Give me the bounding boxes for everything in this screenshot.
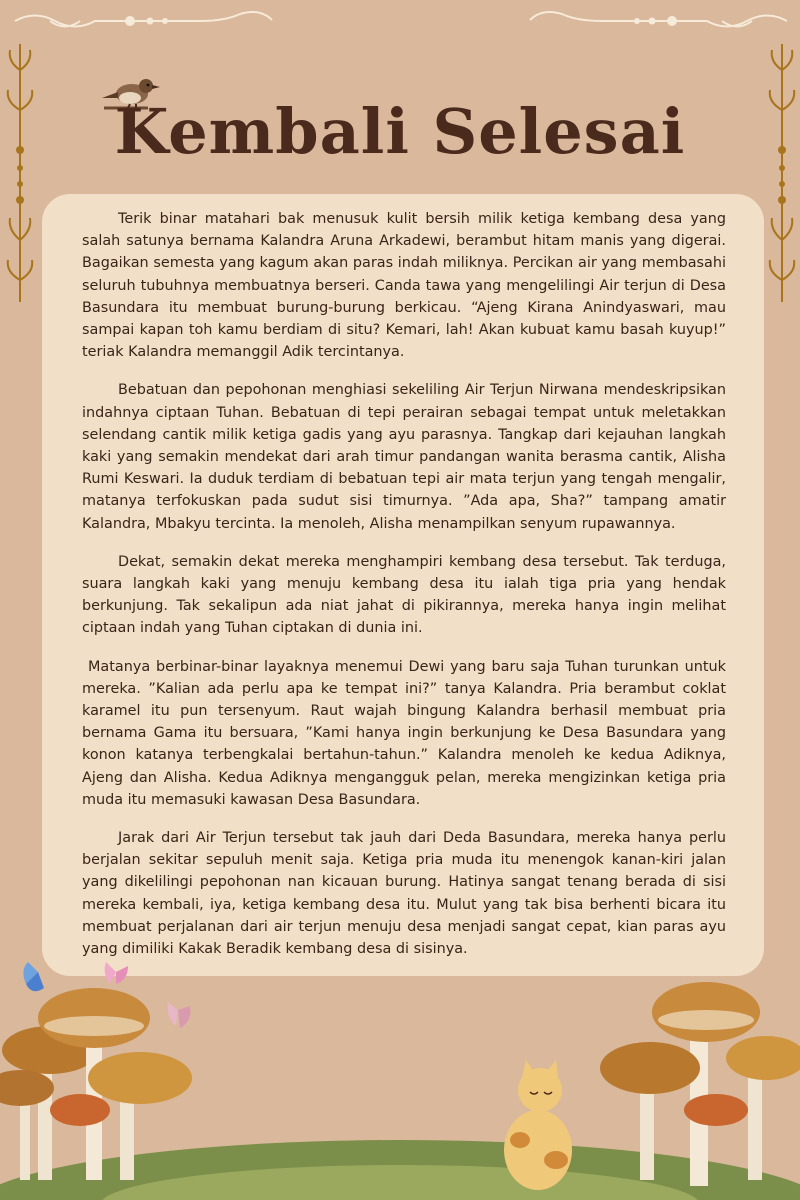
story-paragraph: Matanya berbinar-binar layaknya menemui Dewi yang baru saja Tuhan turunkan untuk mereka. ”Kalian ada perlu apa ke tempat ini?” tanya Kalandra. Pria berambut coklat karamel itu pun tersenyum. Raut wajah bingung Kalandra berhasil membuat pria bernama Gama itu bersuara, ”Kami hanya ingin berkunjung ke Desa Basundara yang konon katanya terbengkalai bertahun-tahun.” Kalandra menoleh ke kedua Adiknya, Ajeng dan Alisha. Kedua Adiknya mengangguk pelan, mereka mengizinkan ketiga pria muda itu memasuki kawasan Desa Basundara. bbox=[82, 658, 726, 808]
swirl-ornament-icon bbox=[10, 8, 280, 34]
page-title: Kembali Selesai bbox=[114, 95, 686, 168]
story-paragraph: Jarak dari Air Terjun tersebut tak jauh dari Deda Basundara, mereka hanya perlu berjalan sekitar sepuluh menit saja. Ketiga pria muda itu menengok kanan-kiri jalan yang dikelilingi pepohonan nan kicauan burung. Hatinya sangat tenang berada di sisi mereka kembali, iya, ketiga kembang desa itu. Mulut yang tak bisa berhenti bicara itu membuat perjalanan dari air terjun menuju desa menjadi sangat cepat, kian paras ayu yang dimiliki Kakak Beradik kembang desa di sisinya. bbox=[82, 830, 726, 958]
swirl-ornament-icon bbox=[522, 8, 792, 34]
vine-ornament-icon bbox=[2, 40, 38, 310]
story-paragraph: Terik binar matahari bak menusuk kulit bersih milik ketiga kembang desa yang salah satunya bernama Kalandra Aruna Arkadewi, berambut hitam manis yang digerai. Bagaikan semesta yang kagum akan paras indah miliknya. Percikan air yang membasahi seluruh tubuhnya membuatnya berseri. Canda tawa yang mengelilingi Air terjun di Desa Basundara itu membuat burung-burung berkicau. “Ajeng Kirana Anindyaswari, mau sampai kapan toh kamu berdiam di situ? Kemari, lah! Akan kubuat kamu basah kuyup!” teriak Kalandra memanggil Adik tercintanya. bbox=[82, 211, 726, 361]
story-paragraph: Dekat, semakin dekat mereka menghampiri kembang desa tersebut. Tak terduga, suara langkah kaki yang menuju kembang desa itu ialah tiga pria yang hendak berkunjung. Tak sekalipun ada niat jahat di pikirannya, mereka hanya ingin melihat ciptaan indah yang Tuhan ciptakan di dunia ini. bbox=[82, 553, 726, 637]
butterfly-icon bbox=[23, 962, 44, 991]
mushroom-icon bbox=[0, 988, 192, 1180]
vine-ornament-icon bbox=[764, 40, 800, 310]
cat-icon bbox=[504, 1060, 572, 1190]
butterfly-icon bbox=[168, 1002, 191, 1028]
forest-scene bbox=[0, 960, 800, 1200]
story-paragraph: Bebatuan dan pepohonan menghiasi sekeliling Air Terjun Nirwana mendeskripsikan indahnya ciptaan Tuhan. Bebatuan di tepi perairan sebagai tempat untuk meletakkan selendang cantik milik ketiga gadis yang ayu parasnya. Tangkap dari kejauhan langkah kaki yang semakin mendekat dari arah timur pandangan wanita berasma cantik, Alisha Rumi Keswari. Ia duduk terdiam di bebatuan tepi air mata terjun yang tengah mengalir, matanya terfokuskan pada sudut sisi timurnya. ”Ada apa, Sha?” tampang amatir Kalandra, Mbakyu tercinta. Ia menoleh, Alisha menampilkan senyum rupawannya. bbox=[82, 382, 726, 532]
story-card bbox=[42, 194, 764, 976]
butterfly-icon bbox=[105, 962, 128, 984]
